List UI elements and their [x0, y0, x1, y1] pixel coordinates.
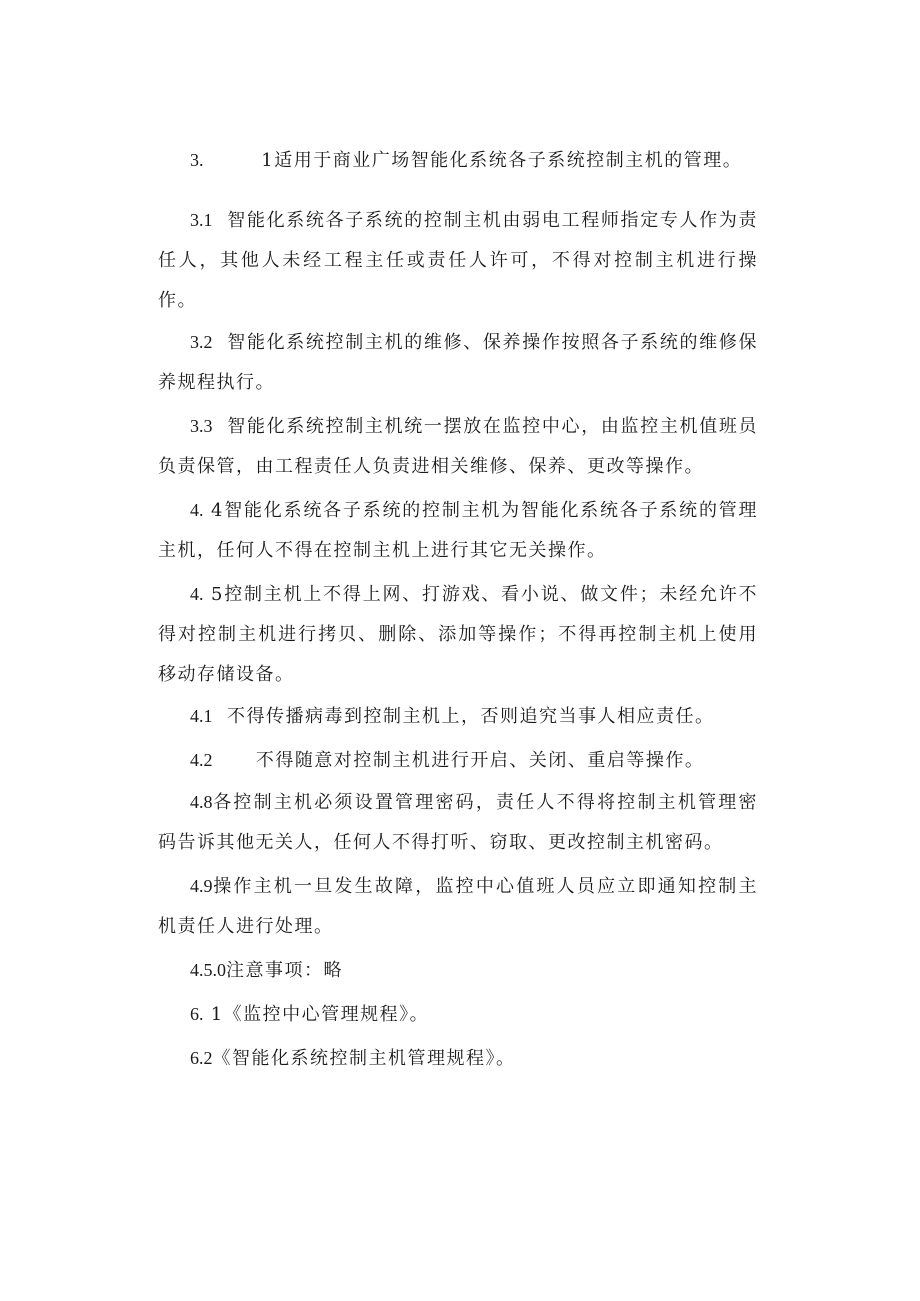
paragraph-4-1 — [158, 696, 758, 737]
paragraph-number: 3.2 — [190, 332, 213, 352]
paragraph-4-4 — [158, 490, 758, 571]
paragraph-number: 4.1 — [190, 706, 213, 726]
paragraph-4-8 — [158, 782, 758, 863]
paragraph-3-1 — [158, 200, 758, 321]
paragraph-6-2 — [158, 1038, 758, 1079]
paragraph-text: 智能化系统各子系统的控制主机由弱电工程师指定专人作为责任人，其他人未经工程主任或责任人许可，不得对控制主机进行操作。 — [158, 210, 759, 311]
paragraph-text: 《智能化系统控制主机管理规程》。 — [212, 1048, 516, 1069]
paragraph-text: 不得随意对控制主机进行开启、关闭、重启等操作。 — [255, 750, 705, 771]
paragraph-text: 4智能化系统各子系统的控制主机为智能化系统各子系统的管理主机，任何人不得在控制主机上进行其它无关操作。 — [158, 500, 758, 561]
paragraph-4-5 — [158, 574, 758, 695]
paragraph-text: 1适用于商业广场智能化系统各子系统控制主机的管理。 — [261, 150, 743, 171]
paragraph-4-9 — [158, 866, 758, 947]
paragraph-number: 3.3 — [190, 416, 213, 436]
paragraph-text: 1《监控中心管理规程》。 — [210, 1004, 430, 1025]
paragraph-3 — [158, 140, 758, 181]
paragraph-number: 4. — [190, 500, 204, 520]
paragraph-number: 3. — [190, 150, 204, 170]
paragraph-number: 3.1 — [190, 210, 213, 230]
paragraph-number: 6.2 — [190, 1048, 213, 1068]
paragraph-3-3 — [158, 406, 758, 487]
paragraph-text: 不得传播病毒到控制主机上，否则追究当事人相应责任。 — [226, 706, 715, 727]
paragraph-text: 智能化系统控制主机统一摆放在监控中心，由监控主机值班员负责保管，由工程责任人负责进相关维修、保养、更改等操作。 — [158, 416, 759, 477]
paragraph-text: 5控制主机上不得上网、打游戏、看小说、做文件；未经允许不得对控制主机进行拷贝、删除、添加等操作；不得再控制主机上使用移动存储设备。 — [158, 584, 758, 685]
paragraph-number: 4.8 — [190, 792, 213, 812]
paragraph-3-2 — [158, 322, 758, 403]
paragraph-4-2 — [158, 740, 758, 781]
paragraph-4-5-0 — [158, 950, 758, 991]
paragraph-number: 4.9 — [190, 876, 213, 896]
paragraph-6-1 — [158, 994, 758, 1035]
paragraph-number: 4.5.0 — [190, 960, 226, 980]
paragraph-text: 各控制主机必须设置管理密码，责任人不得将控制主机管理密码告诉其他无关人，任何人不得打听、窃取、更改控制主机密码。 — [158, 792, 758, 853]
paragraph-number: 4. — [190, 584, 204, 604]
paragraph-number: 6. — [190, 1004, 204, 1024]
paragraph-text: 注意事项：略 — [226, 960, 343, 981]
paragraph-text: 智能化系统控制主机的维修、保养操作按照各子系统的维修保养规程执行。 — [158, 332, 759, 393]
paragraph-number: 4.2 — [190, 750, 213, 770]
paragraph-text: 操作主机一旦发生故障，监控中心值班人员应立即通知控制主机责任人进行处理。 — [158, 876, 758, 937]
